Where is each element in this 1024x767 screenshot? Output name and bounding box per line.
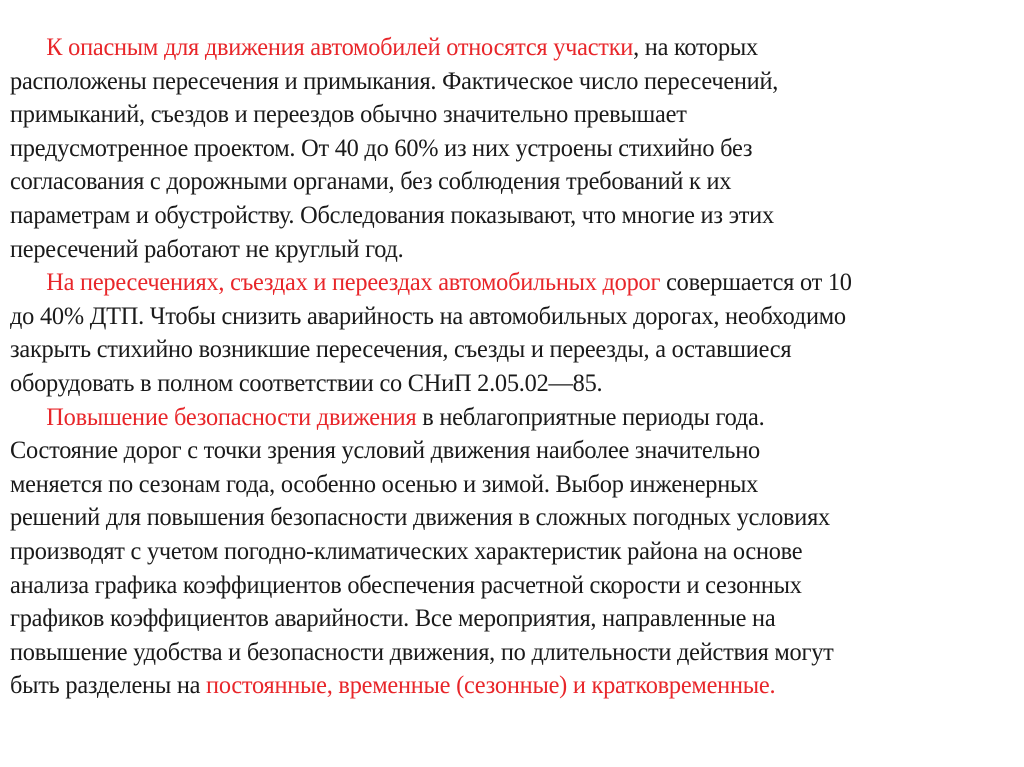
slide-body: [10, 30, 965, 702]
text-after: , на которых: [633, 32, 759, 61]
text-line: параметрам и обустройству. Обследования показывают, что многие из этих: [10, 199, 774, 229]
text-after: совершается от 10: [660, 267, 852, 297]
text-line: примыканий, съездов и переездов обычно значительно превышает: [10, 99, 687, 129]
text-line: пересечений работают не круглый год.: [10, 233, 404, 263]
paragraph-intersections: [10, 265, 965, 399]
highlight-dangerous-sections: К опасным для движения автомобилей относятся участки: [46, 32, 634, 61]
text-line: предусмотренное проектом. От 40 до 60% из них устроены стихийно без: [10, 132, 753, 162]
text-after: в неблагоприятные периоды года.: [416, 401, 765, 431]
text-line: графиков коэффициентов аварийности. Все мероприятия, направленные на: [10, 603, 776, 633]
text-line: согласования с дорожными органами, без соблюдения требований к их: [10, 166, 732, 196]
highlight-safety: Повышение безопасности движения: [46, 401, 417, 431]
paragraph-safety: [10, 400, 965, 702]
text-line: закрыть стихийно возникшие пересечения, съезды и переезды, а оставшиеся: [10, 334, 792, 364]
text-line: повышение удобства и безопасности движения, по длительности действия могут: [10, 636, 834, 666]
text-line: решений для повышения безопасности движения в сложных погодных условиях: [10, 502, 831, 532]
text-line: оборудовать в полном соответствии со СНиП 2.05.02—85.: [10, 367, 603, 397]
highlight-intersections: На пересечениях, съездах и переездах автомобильных дорог: [46, 267, 661, 297]
text-line: меняется по сезонам года, особенно осенью и зимой. Выбор инженерных: [10, 468, 759, 498]
text-line: до 40% ДТП. Чтобы снизить аварийность на автомобильных дорогах, необходимо: [10, 300, 846, 330]
text-line: быть разделены на: [10, 670, 207, 700]
text-line: Состояние дорог с точки зрения условий движения наиболее значительно: [10, 435, 760, 465]
text-line: расположены пересечения и примыкания. Фактическое число пересечений,: [10, 65, 779, 95]
highlight-measure-types: постоянные, временные (сезонные) и кратковременные.: [206, 670, 776, 700]
paragraph-dangerous-sections: [10, 30, 965, 265]
text-line: производят с учетом погодно-климатических характеристик района на основе: [10, 535, 803, 565]
text-line: анализа графика коэффициентов обеспечения расчетной скорости и сезонных: [10, 569, 802, 599]
